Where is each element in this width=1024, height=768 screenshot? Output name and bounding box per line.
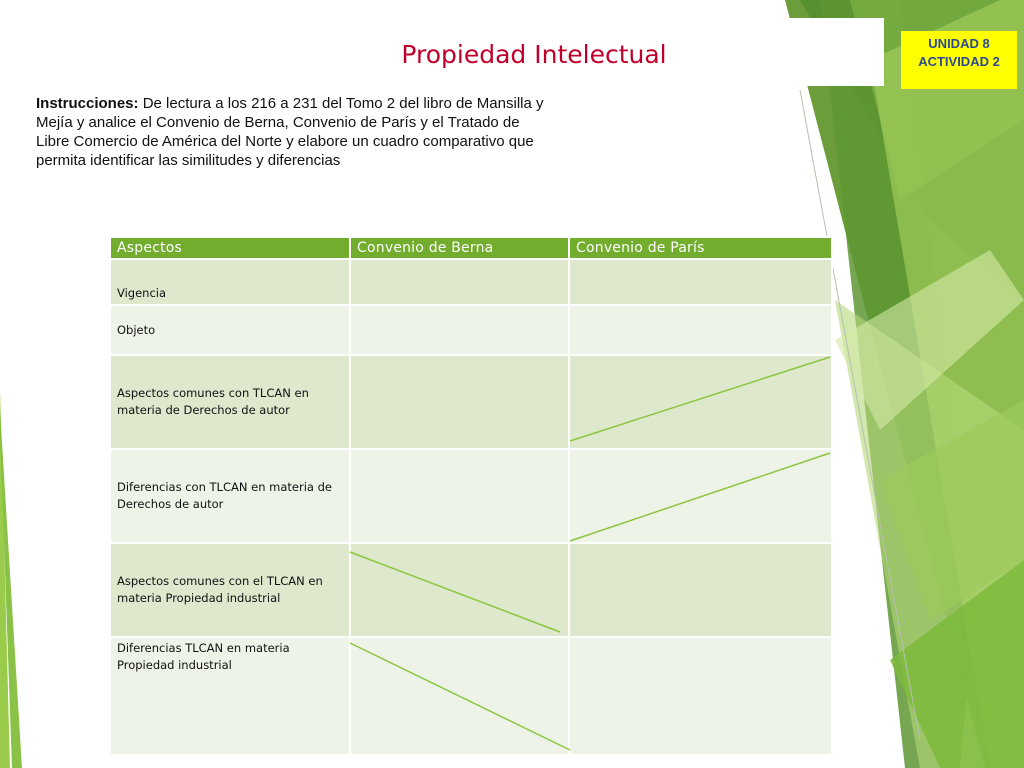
- row-label: Aspectos comunes con TLCAN en materia de Derechos de autor: [110, 355, 350, 449]
- table-cell[interactable]: [569, 259, 832, 305]
- table-cell[interactable]: [569, 637, 832, 755]
- table-cell[interactable]: [350, 637, 569, 755]
- table-row: [110, 637, 832, 755]
- unit-badge: [901, 31, 1017, 89]
- table-cell[interactable]: [569, 355, 832, 449]
- table-cell[interactable]: [350, 449, 569, 543]
- row-label: Aspectos comunes con el TLCAN en materia Propiedad industrial: [110, 543, 350, 637]
- activity-label: ACTIVIDAD 2: [918, 54, 1000, 69]
- page-title: Propiedad Intelectual: [401, 40, 667, 69]
- row-label: Diferencias con TLCAN en materia de Derechos de autor: [110, 449, 350, 543]
- unit-label: UNIDAD 8: [928, 36, 990, 51]
- row-label: Vigencia: [110, 259, 350, 305]
- instructions: [36, 94, 556, 170]
- table-cell[interactable]: [350, 305, 569, 355]
- table-row: [110, 449, 832, 543]
- title-box: [184, 18, 884, 86]
- header-convenio-paris: Convenio de París: [569, 237, 832, 259]
- table-cell[interactable]: [569, 305, 832, 355]
- table-cell[interactable]: [350, 259, 569, 305]
- table-cell[interactable]: [569, 449, 832, 543]
- instructions-label: Instrucciones:: [36, 95, 139, 112]
- comparison-table-wrap: [109, 236, 831, 756]
- table-cell[interactable]: [350, 355, 569, 449]
- table-row: [110, 305, 832, 355]
- instructions-text: De lectura a los 216 a 231 del Tomo 2 del libro de Mansilla y Mejía y analice el Convenio de Berna, Convenio de París y el Tratado de Libre Comercio de América del Norte y elabore un cuadro comparativo que permita identificar las similitudes y diferencias: [36, 95, 544, 169]
- table-row: [110, 543, 832, 637]
- header-convenio-berna: Convenio de Berna: [350, 237, 569, 259]
- row-label: Diferencias TLCAN en materia Propiedad industrial: [110, 637, 350, 755]
- table-cell[interactable]: [569, 543, 832, 637]
- comparison-table: [109, 236, 833, 756]
- table-cell[interactable]: [350, 543, 569, 637]
- table-header-row: [110, 237, 832, 259]
- table-row: [110, 259, 832, 305]
- table-row: [110, 355, 832, 449]
- row-label: Objeto: [110, 305, 350, 355]
- header-aspectos: Aspectos: [110, 237, 350, 259]
